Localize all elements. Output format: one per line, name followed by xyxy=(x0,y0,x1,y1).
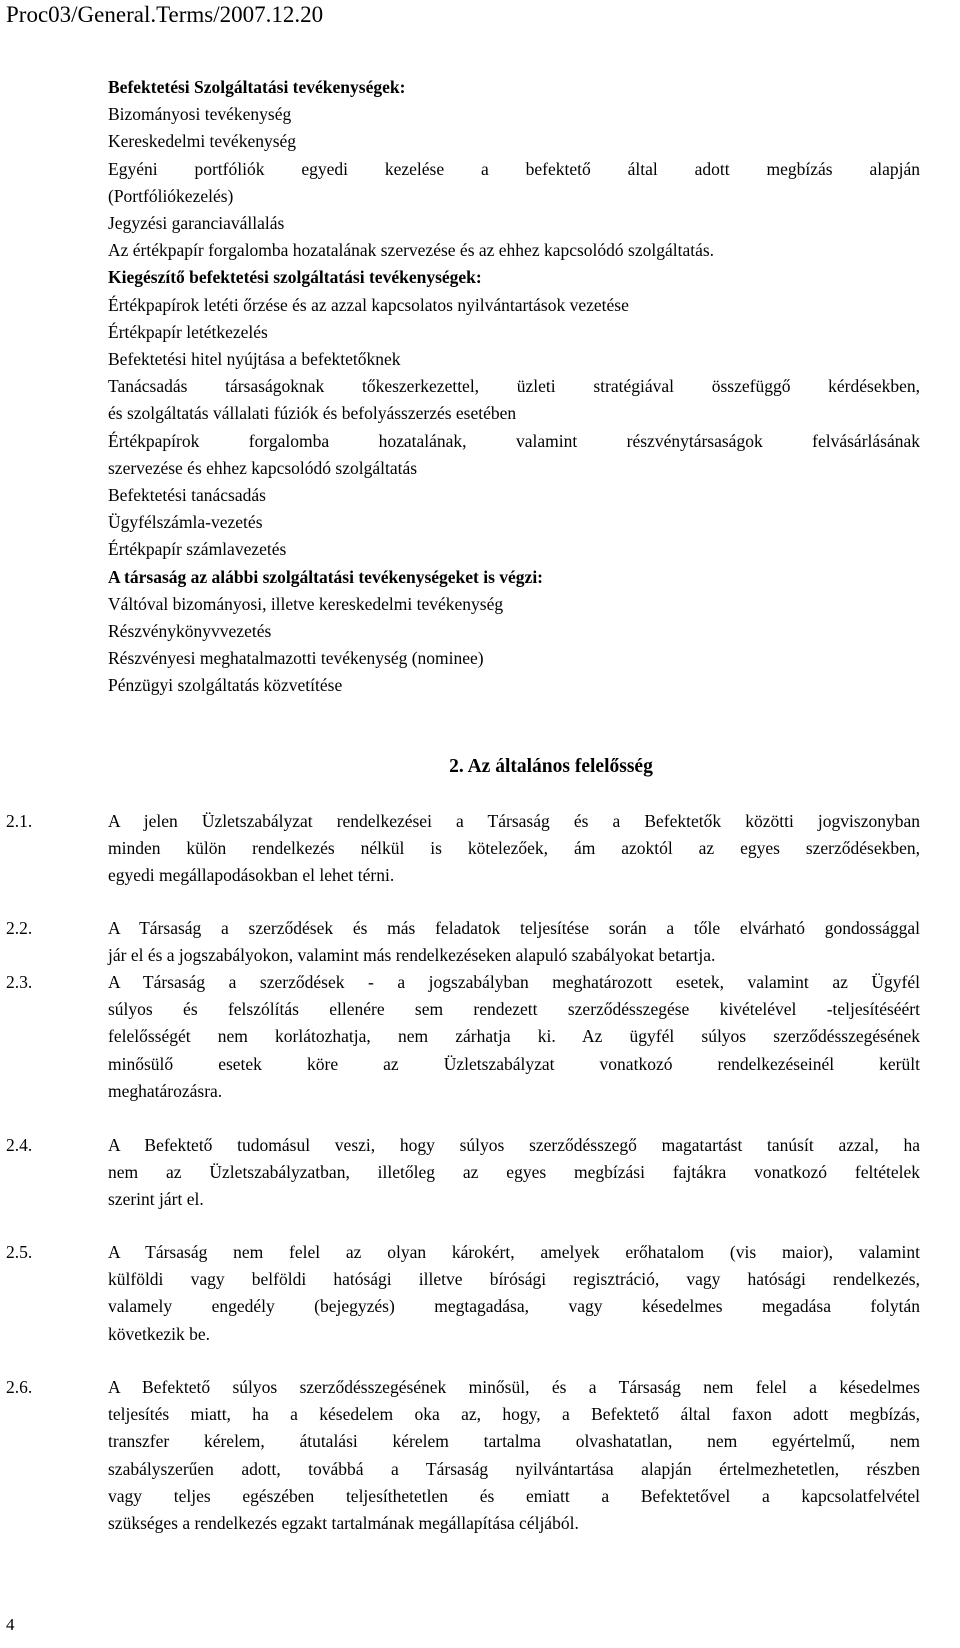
clause-line: transzfer kérelem, átutalási kérelem tartalma olvashatatlan, nem egyértelmű, nem xyxy=(108,1431,920,1452)
clause-text xyxy=(108,1374,920,1537)
clause-text xyxy=(108,1239,920,1348)
list-item: Az értékpapír forgalomba hozatalának szervezése és az ehhez kapcsolódó szolgáltatás. xyxy=(108,240,715,261)
clause-line: A Társaság nem felel az olyan károkért, amelyek erőhatalom (vis maior), valamint xyxy=(108,1242,920,1262)
clause-number: 2.3. xyxy=(6,972,33,992)
page-number: 4 xyxy=(6,1615,15,1634)
clause-line: A Befektető tudomásul veszi, hogy súlyos szerződésszegő magatartást tanúsít azzal, ha xyxy=(108,1135,920,1155)
clause-line: szabályszerűen adott, továbbá a Társaság nyilvántartása alapján értelmezhetetlen, részben xyxy=(108,1458,920,1479)
section-heading xyxy=(0,754,960,780)
list-item: Értékpapírok letéti őrzése és az azzal kapcsolatos nyilvántartások vezetése xyxy=(108,294,629,315)
list-item: Jegyzési garanciavállalás xyxy=(108,213,285,234)
list-item: Értékpapír számlavezetés xyxy=(108,539,287,560)
list-item: és szolgáltatás vállalati fúziók és befolyásszerzés esetében xyxy=(108,403,517,424)
services-list xyxy=(108,74,920,700)
list-item: Ügyfélszámla-vezetés xyxy=(108,512,263,533)
clause-line: A Társaság a szerződések - a jogszabályban meghatározott esetek, valamint az Ügyfél xyxy=(108,972,920,992)
document-code-header: Proc03/General.Terms/2007.12.20 xyxy=(6,2,324,27)
clause-line: külföldi vagy belföldi hatósági illetve bírósági regisztráció, vagy hatósági rendelkezés, xyxy=(108,1269,920,1290)
list-item: Értékpapír letétkezelés xyxy=(108,321,268,342)
clause-number: 2.5. xyxy=(6,1242,33,1262)
clause-line: vagy teljes egészében teljesíthetetlen és emiatt a Befektetővel a kapcsolatfelvétel xyxy=(108,1485,920,1506)
clause-line: minden külön rendelkezés nélkül is kötelezőek, ám azoktól az egyes szerződésekben, xyxy=(108,838,920,859)
clause-line: nem az Üzletszabályzatban, illetőleg az egyes megbízási fajtákra vonatkozó feltételek xyxy=(108,1162,920,1183)
list-item: Kereskedelmi tevékenység xyxy=(108,131,297,152)
clause-line: A Befektető súlyos szerződésszegésének minősül, és a Társaság nem felel a késedelmes xyxy=(108,1377,920,1397)
clause-text xyxy=(108,808,920,890)
clause-line: egyedi megállapodásokban el lehet térni. xyxy=(108,865,395,886)
list-item: Pénzügyi szolgáltatás közvetítése xyxy=(108,675,343,696)
clause-text xyxy=(108,1132,920,1214)
list-item: Bizományosi tevékenység xyxy=(108,104,292,125)
investment-services-title: Befektetési Szolgáltatási tevékenységek: xyxy=(108,77,406,97)
clause-line: minősülő esetek köre az Üzletszabályzat vonatkozó rendelkezéseinél került xyxy=(108,1053,920,1074)
list-item: szervezése és ehhez kapcsolódó szolgáltatás xyxy=(108,457,418,478)
clause-text xyxy=(108,915,920,969)
section-title: Az általános felelősség xyxy=(467,756,653,777)
clause-line: súlyos és felszólítás ellenére sem rendezett szerződésszegése kivételével -teljesítéséért xyxy=(108,999,920,1020)
clause-line: meghatározásra. xyxy=(108,1080,223,1101)
list-item: Részvényesi meghatalmazotti tevékenység (nominee) xyxy=(108,648,484,669)
clause-number: 2.2. xyxy=(6,918,33,938)
list-item: Váltóval bizományosi, illetve kereskedelmi tevékenység xyxy=(108,593,504,614)
clause-number: 2.1. xyxy=(6,811,33,831)
clause-line: szükséges a rendelkezés egzakt tartalmának megállapítása céljából. xyxy=(108,1513,579,1534)
list-item: Befektetési hitel nyújtása a befektetőknek xyxy=(108,349,401,370)
list-item: (Portfóliókezelés) xyxy=(108,185,234,206)
clause-line: felelősségét nem korlátozhatja, nem zárhatja ki. Az ügyfél súlyos szerződésszegésének xyxy=(108,1026,920,1047)
list-item: Tanácsadás társaságoknak tőkeszerkezettel, üzleti stratégiával összefüggő kérdésekben, xyxy=(108,376,920,397)
supplementary-services-title: Kiegészítő befektetési szolgáltatási tevékenységek: xyxy=(108,267,482,288)
list-item: Értékpapírok forgalomba hozatalának, valamint részvénytársaságok felvásárlásának xyxy=(108,430,920,451)
clause-number: 2.6. xyxy=(6,1377,33,1397)
clause-line: következik be. xyxy=(108,1323,211,1344)
clause-line: A jelen Üzletszabályzat rendelkezései a Társaság és a Befektetők közötti jogviszonyban xyxy=(108,811,920,831)
clause-line: teljesítés miatt, ha a késedelem oka az, hogy, a Befektető által faxon adott megbízás, xyxy=(108,1404,920,1425)
list-item: Egyéni portfóliók egyedi kezelése a befektető által adott megbízás alapján xyxy=(108,158,920,179)
section-number: 2. xyxy=(449,756,464,777)
clause-line: A Társaság a szerződések és más feladatok teljesítése során a tőle elvárható gondossággal xyxy=(108,918,920,938)
clause-line: jár el és a jogszabályokon, valamint más rendelkezéseken alapuló szabályokat betartja. xyxy=(108,945,716,966)
clause-line: szerint járt el. xyxy=(108,1189,204,1210)
clause-line: valamely engedély (bejegyzés) megtagadása, vagy késedelmes megadása folytán xyxy=(108,1296,920,1317)
clause-text xyxy=(108,969,920,1105)
list-item: Befektetési tanácsadás xyxy=(108,485,266,506)
other-services-title: A társaság az alábbi szolgáltatási tevékenységeket is végzi: xyxy=(108,566,544,587)
clause-number: 2.4. xyxy=(6,1135,33,1155)
list-item: Részvénykönyvvezetés xyxy=(108,621,272,642)
